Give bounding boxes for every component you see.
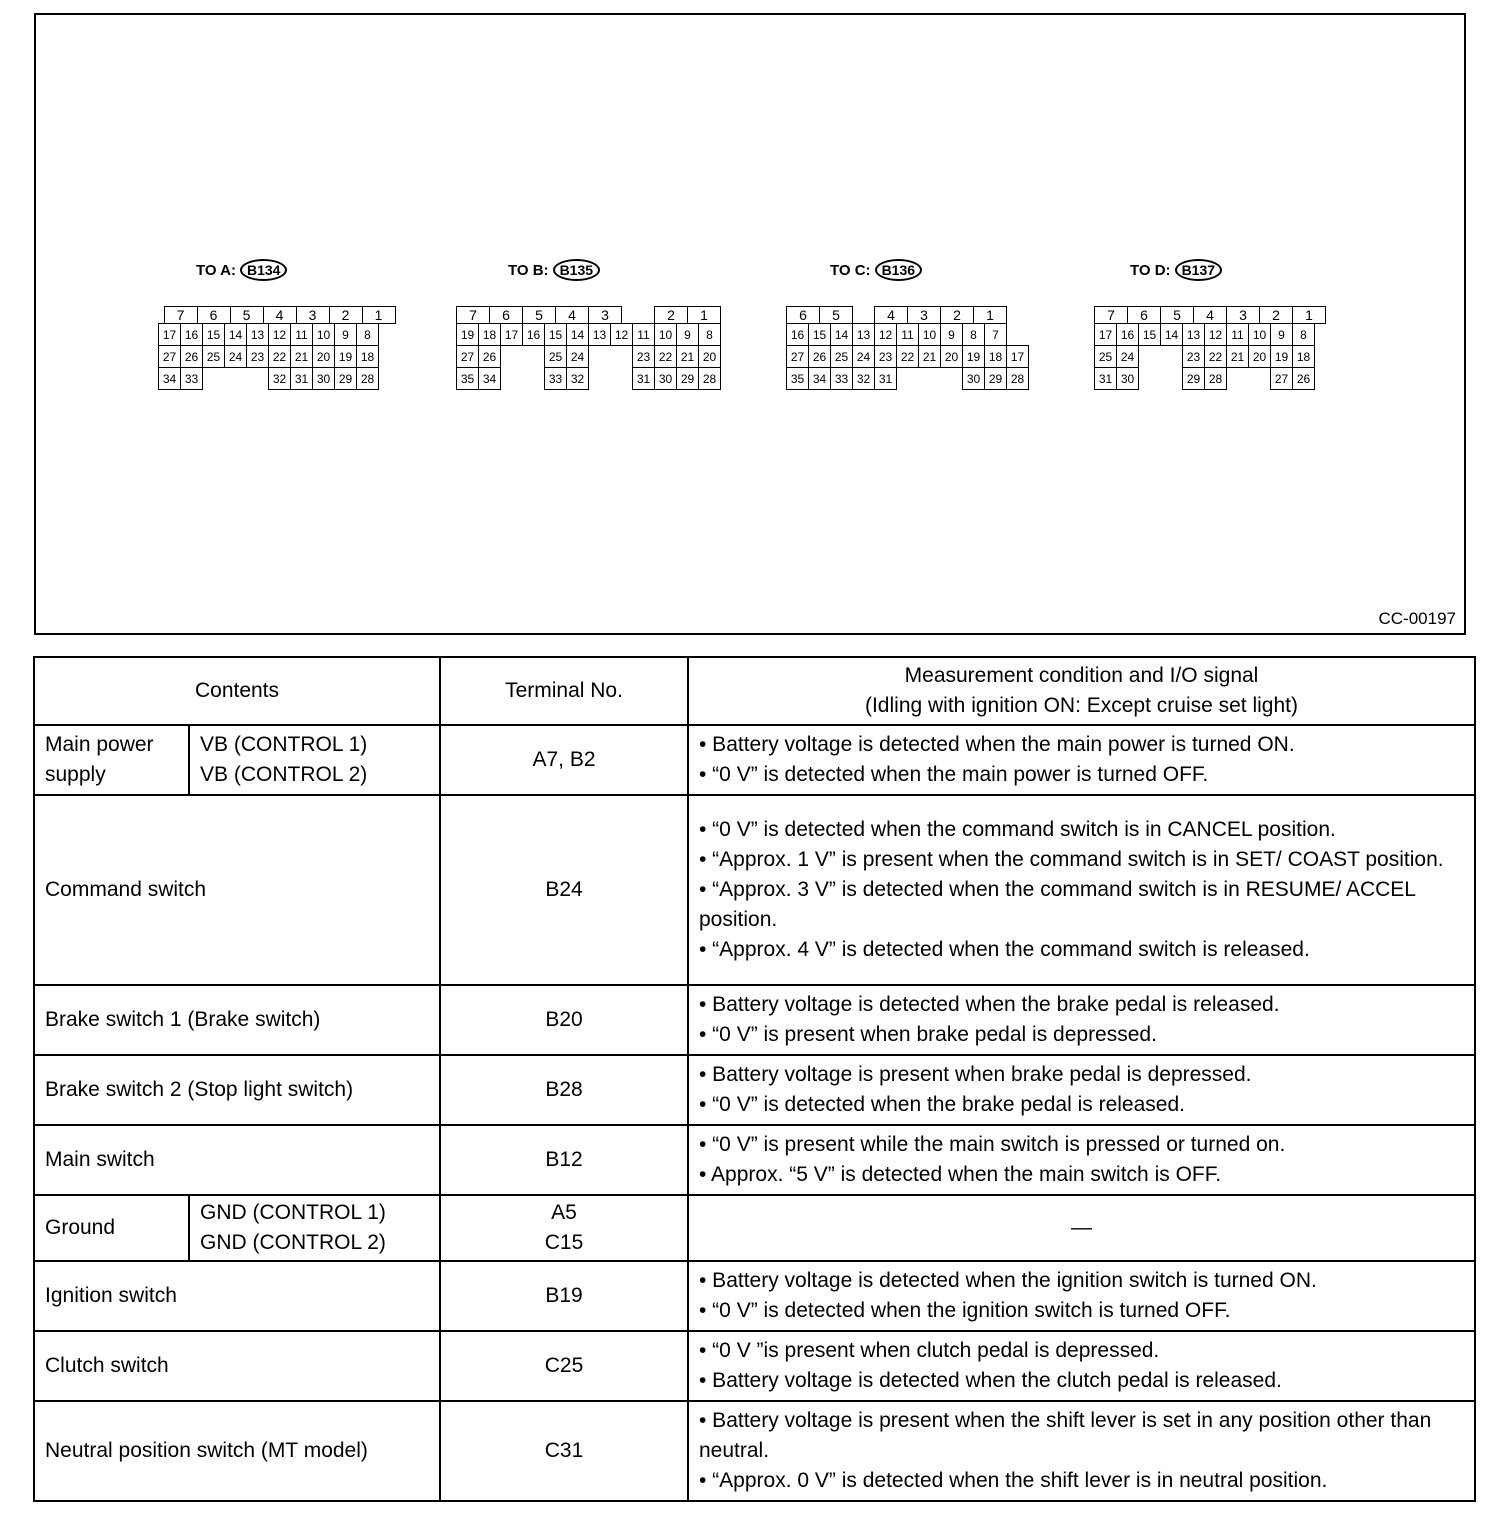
connector-pin: 26 [808, 345, 831, 368]
connector-pin: 3 [588, 306, 622, 324]
connector-pin: 26 [180, 345, 203, 368]
connector-code-badge: B134 [240, 259, 287, 281]
connector-pin: 1 [687, 306, 721, 324]
connector-pin: 2 [329, 306, 363, 324]
connector-pin: 31 [290, 367, 313, 390]
connector-pin: 1 [1292, 306, 1326, 324]
connector-pin: 25 [830, 345, 853, 368]
table-row [34, 1195, 1475, 1261]
condition-line: • Approx. “5 V” is detected when the main switch is OFF. [699, 1163, 1222, 1186]
connector-pin: 27 [1270, 367, 1293, 390]
terminal-table-container [33, 656, 1474, 1502]
connector-pin: 3 [1226, 306, 1260, 324]
row-terminal: B12 [440, 1125, 688, 1195]
table-row [34, 795, 1475, 985]
condition-line: • Battery voltage is detected when the clutch pedal is released. [699, 1369, 1282, 1392]
connector-pin: 12 [268, 323, 291, 346]
connector-pin: 30 [962, 367, 985, 390]
table-row [34, 985, 1475, 1055]
connector-pin: 6 [197, 306, 231, 324]
header-contents: Contents [34, 657, 440, 725]
connector-pin: 15 [202, 323, 225, 346]
connector-label [196, 259, 287, 281]
connector-pin: 6 [489, 306, 523, 324]
connector-pin: 8 [356, 323, 379, 346]
connector-pin: 21 [1226, 345, 1249, 368]
connector-pin: 15 [544, 323, 567, 346]
terminal-line: A5 [551, 1201, 577, 1224]
connector-pin: 22 [1204, 345, 1227, 368]
connector-pin: 25 [544, 345, 567, 368]
row-contents: Main switch [34, 1125, 440, 1195]
connector-pin: 29 [334, 367, 357, 390]
connector-figure [34, 13, 1466, 635]
row-sub-line: VB (CONTROL 2) [200, 763, 368, 786]
connector-pin: 19 [456, 323, 479, 346]
connector-pin: 1 [362, 306, 396, 324]
connector-pin: 26 [478, 345, 501, 368]
connector-pin: 29 [984, 367, 1007, 390]
connector-pin: 11 [632, 323, 655, 346]
row-conditions [688, 1401, 1475, 1501]
connector-pin: 19 [1270, 345, 1293, 368]
connector-pin: 5 [1160, 306, 1194, 324]
connector-pin: 20 [940, 345, 963, 368]
connector-pin: 8 [698, 323, 721, 346]
row-conditions: — [688, 1195, 1475, 1261]
connector-pin: 10 [654, 323, 677, 346]
connector-pin: 33 [830, 367, 853, 390]
figure-code: CC-00197 [1378, 609, 1456, 628]
condition-line: • “0 V” is present while the main switch is pressed or turned on. [699, 1133, 1286, 1156]
connector-pin: 14 [1160, 323, 1183, 346]
connector-pin: 7 [1094, 306, 1128, 324]
connector-pin: 33 [544, 367, 567, 390]
connector-label [1130, 259, 1222, 281]
row-conditions [688, 985, 1475, 1055]
table-row [34, 725, 1475, 795]
table-row [34, 1331, 1475, 1401]
connector-prefix: TO B: [508, 261, 549, 279]
connector-pin: 2 [654, 306, 688, 324]
connector-pin: 31 [1094, 367, 1117, 390]
connector-pin: 11 [896, 323, 919, 346]
connector-pin: 25 [202, 345, 225, 368]
row-terminal: B24 [440, 795, 688, 985]
connector-pin: 21 [290, 345, 313, 368]
table-row [34, 1261, 1475, 1331]
connector-pin: 12 [874, 323, 897, 346]
connector-pin: 16 [1116, 323, 1139, 346]
table-row [34, 1125, 1475, 1195]
connector-pin: 10 [1248, 323, 1271, 346]
connector-pin: 12 [610, 323, 633, 346]
connector-code-badge: B135 [553, 259, 600, 281]
connector-pin: 13 [1182, 323, 1205, 346]
row-terminal: B28 [440, 1055, 688, 1125]
connector-pin: 24 [566, 345, 589, 368]
connector-pin: 14 [224, 323, 247, 346]
connector-pin: 13 [852, 323, 875, 346]
connector-pin: 25 [1094, 345, 1117, 368]
connector-pin: 16 [786, 323, 809, 346]
row-conditions [688, 1125, 1475, 1195]
connector-pin: 18 [984, 345, 1007, 368]
connector-pin: 4 [263, 306, 297, 324]
connector-pin: 16 [180, 323, 203, 346]
row-sub-line: VB (CONTROL 1) [200, 733, 368, 756]
row-contents: Clutch switch [34, 1331, 440, 1401]
connector-pin: 4 [555, 306, 589, 324]
connector-pin: 7 [984, 323, 1007, 346]
connector-pin: 5 [819, 306, 853, 324]
connector-pin: 28 [1204, 367, 1227, 390]
row-conditions [688, 725, 1475, 795]
row-sub-line: GND (CONTROL 1) [200, 1201, 386, 1224]
connector-pin: 29 [1182, 367, 1205, 390]
connector-code-badge: B137 [1175, 259, 1222, 281]
connector-pin: 2 [940, 306, 974, 324]
connector-pin: 17 [500, 323, 523, 346]
connector-pin: 4 [874, 306, 908, 324]
connector-pin: 18 [1292, 345, 1315, 368]
row-terminal: B19 [440, 1261, 688, 1331]
connector-pin: 27 [786, 345, 809, 368]
connector-pin: 32 [566, 367, 589, 390]
connector-pin: 1 [973, 306, 1007, 324]
condition-line: • Battery voltage is detected when the brake pedal is released. [699, 993, 1280, 1016]
connector-pin: 10 [312, 323, 335, 346]
condition-line: • “0 V” is detected when the brake pedal is released. [699, 1093, 1185, 1116]
connector-pin: 7 [456, 306, 490, 324]
condition-line: • “0 V” is detected when the command switch is in CANCEL position. [699, 818, 1336, 841]
row-contents: Brake switch 1 (Brake switch) [34, 985, 440, 1055]
connector-pin: 30 [312, 367, 335, 390]
row-contents: Ground [34, 1195, 189, 1261]
connector-pin: 32 [852, 367, 875, 390]
row-subcontents [189, 725, 440, 795]
connector-pin: 35 [456, 367, 479, 390]
connector-pin: 15 [808, 323, 831, 346]
connector-pin: 21 [918, 345, 941, 368]
connector-pin: 9 [334, 323, 357, 346]
connector-pin: 4 [1193, 306, 1227, 324]
connector-prefix: TO C: [830, 261, 871, 279]
row-conditions [688, 1261, 1475, 1331]
connector-pin: 8 [1292, 323, 1315, 346]
header-measurement-line1: Measurement condition and I/O signal [904, 664, 1259, 687]
row-terminal: C25 [440, 1331, 688, 1401]
connector-pin: 19 [962, 345, 985, 368]
connector-pin: 30 [654, 367, 677, 390]
condition-line: • Battery voltage is present when the shift lever is set in any position other than neutral. [699, 1409, 1432, 1462]
connector-pin: 29 [676, 367, 699, 390]
connector-pin: 12 [1204, 323, 1227, 346]
connector-pin: 32 [268, 367, 291, 390]
connector-pin: 5 [230, 306, 264, 324]
connector-prefix: TO A: [196, 261, 236, 279]
row-conditions [688, 795, 1475, 985]
row-terminal: B20 [440, 985, 688, 1055]
connector-pin: 6 [786, 306, 820, 324]
row-conditions [688, 1331, 1475, 1401]
connector-pin: 27 [456, 345, 479, 368]
connector-pin: 9 [676, 323, 699, 346]
condition-line: • Battery voltage is detected when the ignition switch is turned ON. [699, 1269, 1317, 1292]
row-sub-line: GND (CONTROL 2) [200, 1231, 386, 1254]
connector-pin: 26 [1292, 367, 1315, 390]
row-contents: Command switch [34, 795, 440, 985]
row-subcontents [189, 1195, 440, 1261]
connector-pin: 23 [874, 345, 897, 368]
connector-pin: 18 [356, 345, 379, 368]
header-measurement [688, 657, 1475, 725]
row-terminal: C31 [440, 1401, 688, 1501]
table-row [34, 1055, 1475, 1125]
condition-line: • “Approx. 4 V” is detected when the command switch is released. [699, 938, 1310, 961]
row-contents: Neutral position switch (MT model) [34, 1401, 440, 1501]
connector-pin: 17 [1006, 345, 1029, 368]
connector-pin: 22 [654, 345, 677, 368]
connector-label [508, 259, 600, 281]
table-row [34, 1401, 1475, 1501]
row-contents: Ignition switch [34, 1261, 440, 1331]
connector-pin: 24 [852, 345, 875, 368]
connector-pin: 9 [1270, 323, 1293, 346]
connector-prefix: TO D: [1130, 261, 1171, 279]
connector-pin: 23 [246, 345, 269, 368]
connector-pin: 31 [632, 367, 655, 390]
connector-pin: 20 [1248, 345, 1271, 368]
condition-line: • “0 V” is present when brake pedal is depressed. [699, 1023, 1157, 1046]
connector-pin: 11 [1226, 323, 1249, 346]
row-contents: Brake switch 2 (Stop light switch) [34, 1055, 440, 1125]
connector-code-badge: B136 [875, 259, 922, 281]
condition-line: • Battery voltage is detected when the main power is turned ON. [699, 733, 1295, 756]
connector-pin: 15 [1138, 323, 1161, 346]
connector-pin: 20 [312, 345, 335, 368]
condition-line: • Battery voltage is present when brake pedal is depressed. [699, 1063, 1252, 1086]
connector-pin: 14 [566, 323, 589, 346]
connector-pin: 13 [246, 323, 269, 346]
connector-pin: 19 [334, 345, 357, 368]
row-terminal [440, 1195, 688, 1261]
row-terminal: A7, B2 [440, 725, 688, 795]
connector-pin: 2 [1259, 306, 1293, 324]
connector-pin: 33 [180, 367, 203, 390]
connector-pin: 11 [290, 323, 313, 346]
connector-label [830, 259, 922, 281]
connector-pin: 7 [164, 306, 198, 324]
connector-pin: 3 [296, 306, 330, 324]
condition-line: • “Approx. 3 V” is detected when the command switch is in RESUME/ ACCEL position. [699, 878, 1416, 931]
header-measurement-line2: (Idling with ignition ON: Except cruise set light) [864, 694, 1298, 717]
connector-pin: 24 [224, 345, 247, 368]
connector-pin: 17 [1094, 323, 1117, 346]
connector-pin: 8 [962, 323, 985, 346]
connector-pin: 22 [896, 345, 919, 368]
connector-pin: 22 [268, 345, 291, 368]
condition-line: • “Approx. 0 V” is detected when the shift lever is in neutral position. [699, 1469, 1328, 1492]
connector-pin: 35 [786, 367, 809, 390]
condition-line: • “0 V ”is present when clutch pedal is depressed. [699, 1339, 1160, 1362]
condition-line: • “Approx. 1 V” is present when the command switch is in SET/ COAST position. [699, 848, 1444, 871]
header-terminal: Terminal No. [440, 657, 688, 725]
connector-pin: 28 [1006, 367, 1029, 390]
connector-pin: 28 [698, 367, 721, 390]
connector-pin: 23 [632, 345, 655, 368]
terminal-line: C15 [544, 1231, 584, 1254]
connector-pin: 34 [158, 367, 181, 390]
condition-line: • “0 V” is detected when the main power is turned OFF. [699, 763, 1209, 786]
terminal-table [33, 656, 1476, 1502]
connector-pin: 16 [522, 323, 545, 346]
connector-pin: 10 [918, 323, 941, 346]
connector-pin: 20 [698, 345, 721, 368]
condition-line: • “0 V” is detected when the ignition switch is turned OFF. [699, 1299, 1231, 1322]
connector-pin: 34 [808, 367, 831, 390]
connector-pin: 9 [940, 323, 963, 346]
row-contents: Main power supply [34, 725, 189, 795]
connector-pin: 21 [676, 345, 699, 368]
connector-pin: 27 [158, 345, 181, 368]
connector-pin: 30 [1116, 367, 1139, 390]
row-conditions [688, 1055, 1475, 1125]
connector-pin: 18 [478, 323, 501, 346]
connector-pin: 34 [478, 367, 501, 390]
connector-pin: 31 [874, 367, 897, 390]
connector-pin: 6 [1127, 306, 1161, 324]
connector-pin: 24 [1116, 345, 1139, 368]
connector-pin: 14 [830, 323, 853, 346]
connector-pin: 17 [158, 323, 181, 346]
connector-pin: 13 [588, 323, 611, 346]
connector-pin: 3 [907, 306, 941, 324]
connector-pin: 5 [522, 306, 556, 324]
connector-pin: 23 [1182, 345, 1205, 368]
connector-pin: 28 [356, 367, 379, 390]
